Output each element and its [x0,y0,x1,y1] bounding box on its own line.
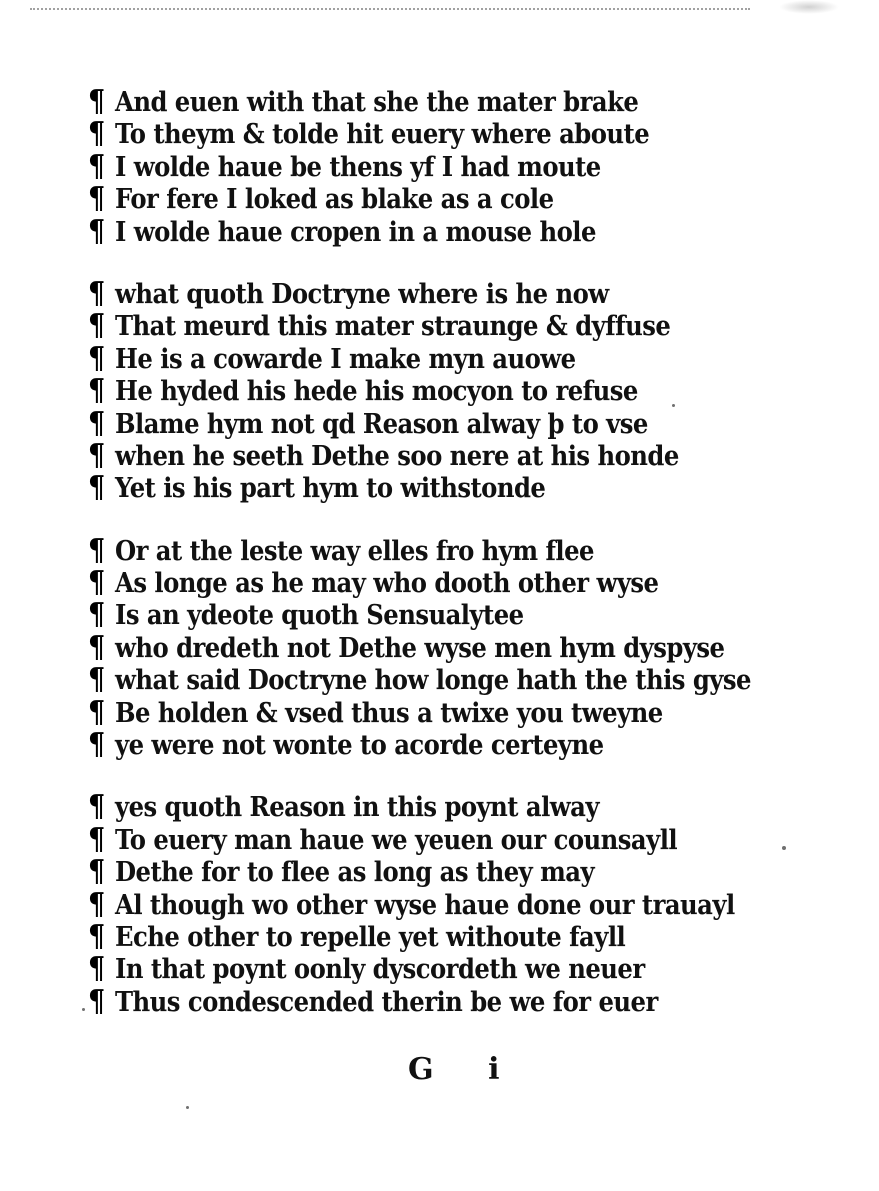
verse-text: Eche other to repelle yet withoute fayll [115,921,626,953]
verse-text: Yet is his part hym to withstonde [115,473,546,505]
verse-text: He hyded his hede his mocyon to refuse [115,376,638,408]
pilcrow-icon: ¶ [88,181,105,217]
verse-text: For fere I loked as blake as a cole [115,184,554,216]
verse-text: what quoth Doctryne where is he now [115,278,609,310]
verse-line [88,405,648,441]
verse-line [88,340,646,376]
pilcrow-icon: ¶ [88,532,105,568]
stanza-1 [88,86,708,248]
verse-text: I wolde haue be thens yf I had moute [115,151,601,183]
verse-text: when he seeth Dethe soo nere at his honde [115,440,679,472]
verse-text: Is an ydeote quoth Sensualytee [115,600,524,632]
pilcrow-icon: ¶ [88,405,105,441]
verse-line [88,662,751,698]
pilcrow-icon: ¶ [88,951,105,987]
pilcrow-icon: ¶ [88,694,105,730]
pilcrow-icon: ¶ [88,148,105,184]
verse-text: And euen with that she the mater brake [115,87,639,118]
pilcrow-icon: ¶ [88,918,105,954]
verse-text: what said Doctryne how longe hath the this gyse [115,665,751,697]
verse-line [88,86,646,118]
verse-text: In that poynt oonly dyscordeth we neuer [115,954,645,986]
pilcrow-icon: ¶ [88,275,105,311]
verse-line [88,472,646,504]
ink-speck [782,846,786,850]
verse-text: yes quoth Reason in this poynt alway [115,792,599,824]
verse-line [88,565,659,601]
verse-text: I wolde haue cropen in a mouse hole [115,216,596,248]
verse-line [88,437,679,473]
pilcrow-icon: ¶ [88,84,105,119]
pilcrow-icon: ¶ [88,213,105,249]
pilcrow-icon: ¶ [88,727,105,763]
ink-speck [672,404,675,407]
stanza-2 [88,275,708,506]
verse-line [88,791,646,823]
verse-text: Blame hym not qd Reason alway þ to vse [115,408,648,440]
verse-text: who dredeth not Dethe wyse men hym dyspyse [115,632,725,664]
ink-speck [82,1008,85,1011]
verse-line [88,308,671,344]
pilcrow-icon: ¶ [88,983,105,1019]
verse-line [88,821,678,857]
verse-line [88,148,646,184]
pilcrow-icon: ¶ [88,854,105,890]
verse-line [88,599,646,631]
verse-text: That meurd this mater straunge & dyffuse [115,311,671,343]
signature-mark: G i [408,1052,522,1087]
verse-text: Dethe for to flee as long as they may [115,857,595,889]
verse-line [88,213,646,249]
verse-line [88,886,735,922]
verse-line [88,694,663,730]
verse-line [88,983,658,1019]
verse-line [88,953,646,985]
stanza-4 [88,789,735,1019]
verse-text: ye were not wonte to acorde certeyne [115,730,604,762]
pilcrow-icon: ¶ [88,308,105,344]
verse-text: Or at the leste way elles fro hym flee [115,535,594,567]
pilcrow-icon: ¶ [88,629,105,665]
pilcrow-icon: ¶ [88,470,105,506]
pilcrow-icon: ¶ [88,373,105,409]
verse-line [88,532,646,568]
verse-text: Be holden & vsed thus a twixe you tweyne [115,697,663,729]
pilcrow-icon: ¶ [88,597,105,633]
pilcrow-icon: ¶ [88,821,105,857]
verse-text: As longe as he may who dooth other wyse [115,568,659,600]
verse-line [88,375,646,407]
verse-line [88,918,646,954]
pilcrow-icon: ¶ [88,437,105,473]
verse-line [88,629,725,665]
pilcrow-icon: ¶ [88,116,105,152]
poem-text [88,84,751,1048]
pilcrow-icon: ¶ [88,565,105,601]
pilcrow-icon: ¶ [88,340,105,376]
corner-smudge [779,0,839,14]
stanza-3 [88,532,751,763]
verse-line [88,856,646,888]
pilcrow-icon: ¶ [88,886,105,922]
verse-line [88,275,646,311]
ink-speck [186,1106,189,1109]
verse-text: To euery man haue we yeuen our counsayll [115,824,678,856]
verse-text: He is a cowarde I make myn auowe [115,343,576,375]
pilcrow-icon: ¶ [88,662,105,698]
verse-text: To theym & tolde hit euery where aboute [115,119,650,151]
verse-line [88,183,646,215]
pilcrow-icon: ¶ [88,789,105,825]
verse-text: Al though wo other wyse haue done our trauayl [115,889,735,921]
top-edge-mark [30,8,750,13]
verse-text: Thus condescended therin be we for euer [115,986,658,1018]
verse-line [88,729,646,761]
verse-line [88,116,650,152]
